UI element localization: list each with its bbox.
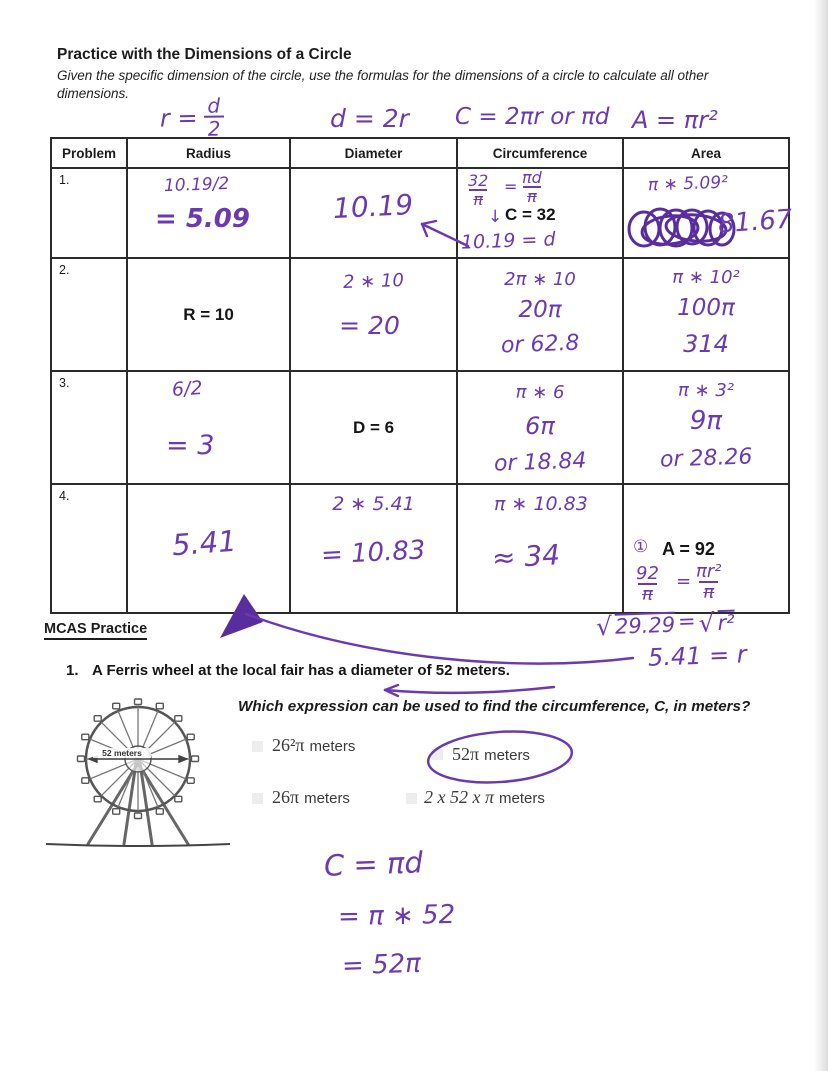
row4-circ-answer: ≈ 34 [491,538,561,575]
row1-area-answer: 81.67 [717,204,794,240]
question-text: A Ferris wheel at the local fair has a diameter of 52 meters. [92,662,510,679]
option-1-unit: meters [309,738,356,755]
row4-area-fr-den: π [699,581,718,602]
header-diameter [291,139,458,169]
row3-radius-answer: = 3 [166,430,215,461]
row2-area-work: π ∗ 10² [672,267,740,288]
row2-problem: 2. [52,259,128,372]
row1-circ-fraction-right [518,170,546,205]
work-line-3: = 52π [341,948,422,982]
row2-diameter-work: 2 ∗ 10 [342,269,405,294]
row3-circ-simplified: 6π [525,412,555,440]
row1-radius-answer: = 5.09 [155,204,250,234]
row2-diameter-answer: = 20 [339,311,400,340]
question-number: 1. [66,662,79,679]
header-radius-label: Radius [185,145,231,161]
row1-radius-work: 10.19/2 [163,173,230,197]
formula-radius-numerator: d [207,93,221,118]
page-title: Practice with the Dimensions of a Circle [57,46,352,63]
formula-diameter: d = 2r [330,104,409,133]
row1-circ-fr-den: π [523,186,541,205]
row1-circ-fl-num: 32 [468,171,489,190]
ink-answer-circle [422,725,582,789]
row2-area-cell [624,259,788,372]
scan-edge-shadow [814,0,828,1071]
row4-area-equals: = [676,571,692,592]
header-circumference-label: Circumference [492,145,588,161]
header-radius [128,139,291,169]
row3-diameter-cell [291,372,458,485]
header-area-label: Area [690,145,722,161]
row1-radius-cell [128,169,291,259]
header-problem-label: Problem [61,145,116,161]
row1-area-work: π ∗ 5.09² [647,172,729,196]
row1-circ-result: 10.19 = d [460,228,556,254]
sqrt-equals: = [677,608,696,634]
row3-area-cell [624,372,788,485]
row2-area-decimal: 314 [683,330,729,358]
row1-circ-equals: = [504,177,518,196]
option-3-unit: meters [304,790,350,807]
row1-circ-printed: C = 32 [505,205,556,224]
formula-radius [160,95,225,139]
answer-box-3 [252,793,263,804]
ink-arrow-to-diameter [408,212,478,252]
row1-circumference-cell [458,169,624,259]
mcas-heading: MCAS Practice [44,621,147,640]
row4-area-circled-one: ① [633,537,649,557]
option-1-expression: 26²π [272,735,305,755]
option-26sq-pi [272,735,355,756]
curved-arrow-head [220,594,263,638]
header-diameter-label: Diameter [344,145,403,161]
row2-circ-decimal: or 62.8 [500,330,580,359]
row4-area-fraction-right [692,563,725,602]
option-4-unit: meters [499,790,545,807]
wheel-diameter-label: 52 meters [93,748,151,758]
formula-radius-denominator: 2 [204,115,225,138]
row2-radius-given: R = 10 [183,304,234,324]
sqrt-radicand-right: r² [717,610,736,636]
sqrt-work-line [596,610,735,640]
radius-result-line: 5.41 = r [647,640,748,672]
row4-area-fr-num: πr² [696,561,722,582]
answer-box-4 [406,793,417,804]
row4-area-given: A = 92 [662,539,715,559]
row1-circ-fraction-left [464,173,492,208]
sqrt-sign-right: √ [698,608,716,638]
subtitle-line-1: Given the specific dimension of the circle, use the formulas for the dimensions of a circle to calculate all other [57,68,709,83]
option-26-pi [272,787,350,808]
dimensions-table [50,137,794,614]
row1-diameter-answer: 10.19 [332,187,414,226]
option-4-expression: 2 x 52 x π [424,787,494,807]
row3-problem: 3. [52,372,128,485]
question-prompt: Which expression can be used to find the circumference, C, in meters? [238,698,751,715]
formula-radius-lhs: r = [159,103,198,133]
row3-area-simplified: 9π [689,406,723,436]
row4-radius-answer: 5.41 [170,523,238,563]
row4-diameter-work: 2 ∗ 5.41 [332,493,415,515]
row4-circ-work: π ∗ 10.83 [494,493,588,515]
ferris-wheel-illustration [38,697,238,852]
row1-circ-down-arrow: ↓ [488,207,503,227]
work-line-2: = π ∗ 52 [337,899,456,933]
row1-circ-fl-den: π [469,189,487,208]
row3-radius-work: 6/2 [171,376,204,402]
subtitle-line-2: dimensions. [57,86,130,101]
row3-diameter-given: D = 6 [352,417,395,437]
work-line-1: C = πd [323,845,424,883]
row1-problem: 1. [52,169,128,259]
option-2x52xpi [424,787,545,808]
formula-circumference: C = 2πr or πd [455,104,610,130]
row3-circ-decimal: or 18.84 [493,448,587,477]
header-area [624,139,788,169]
formula-area: A = πr² [632,106,718,134]
row1-area-cell [624,169,794,259]
sqrt-radicand-left: 29.29 [614,612,676,639]
sqrt-sign-left: √ [595,611,613,642]
row3-area-work: π ∗ 3² [677,380,735,401]
row3-circ-work: π ∗ 6 [515,382,565,403]
row4-problem: 4. [52,485,128,612]
row2-area-simplified: 100π [677,295,735,321]
formula-radius-fraction [203,93,224,141]
row3-radius-cell [128,372,291,485]
answer-box-1 [252,741,263,752]
row3-circumference-cell [458,372,624,485]
row2-circ-simplified: 20π [518,297,562,323]
row4-area-fl-num: 92 [636,563,659,584]
option-3-expression: 26π [272,787,300,807]
row2-circ-work: 2π ∗ 10 [504,269,576,290]
row2-circumference-cell [458,259,624,372]
row3-area-decimal: or 28.26 [659,444,753,473]
header-problem [52,139,128,169]
row1-circ-fr-num: πd [522,168,542,187]
row2-diameter-cell [291,259,458,372]
row4-diameter-answer: = 10.83 [320,535,427,571]
option-2-unit: meters [484,747,530,764]
row2-radius-cell [128,259,291,372]
header-circumference [458,139,624,169]
option-2-expression: 52π [452,744,480,764]
row4-area-fl-den: π [638,583,657,604]
